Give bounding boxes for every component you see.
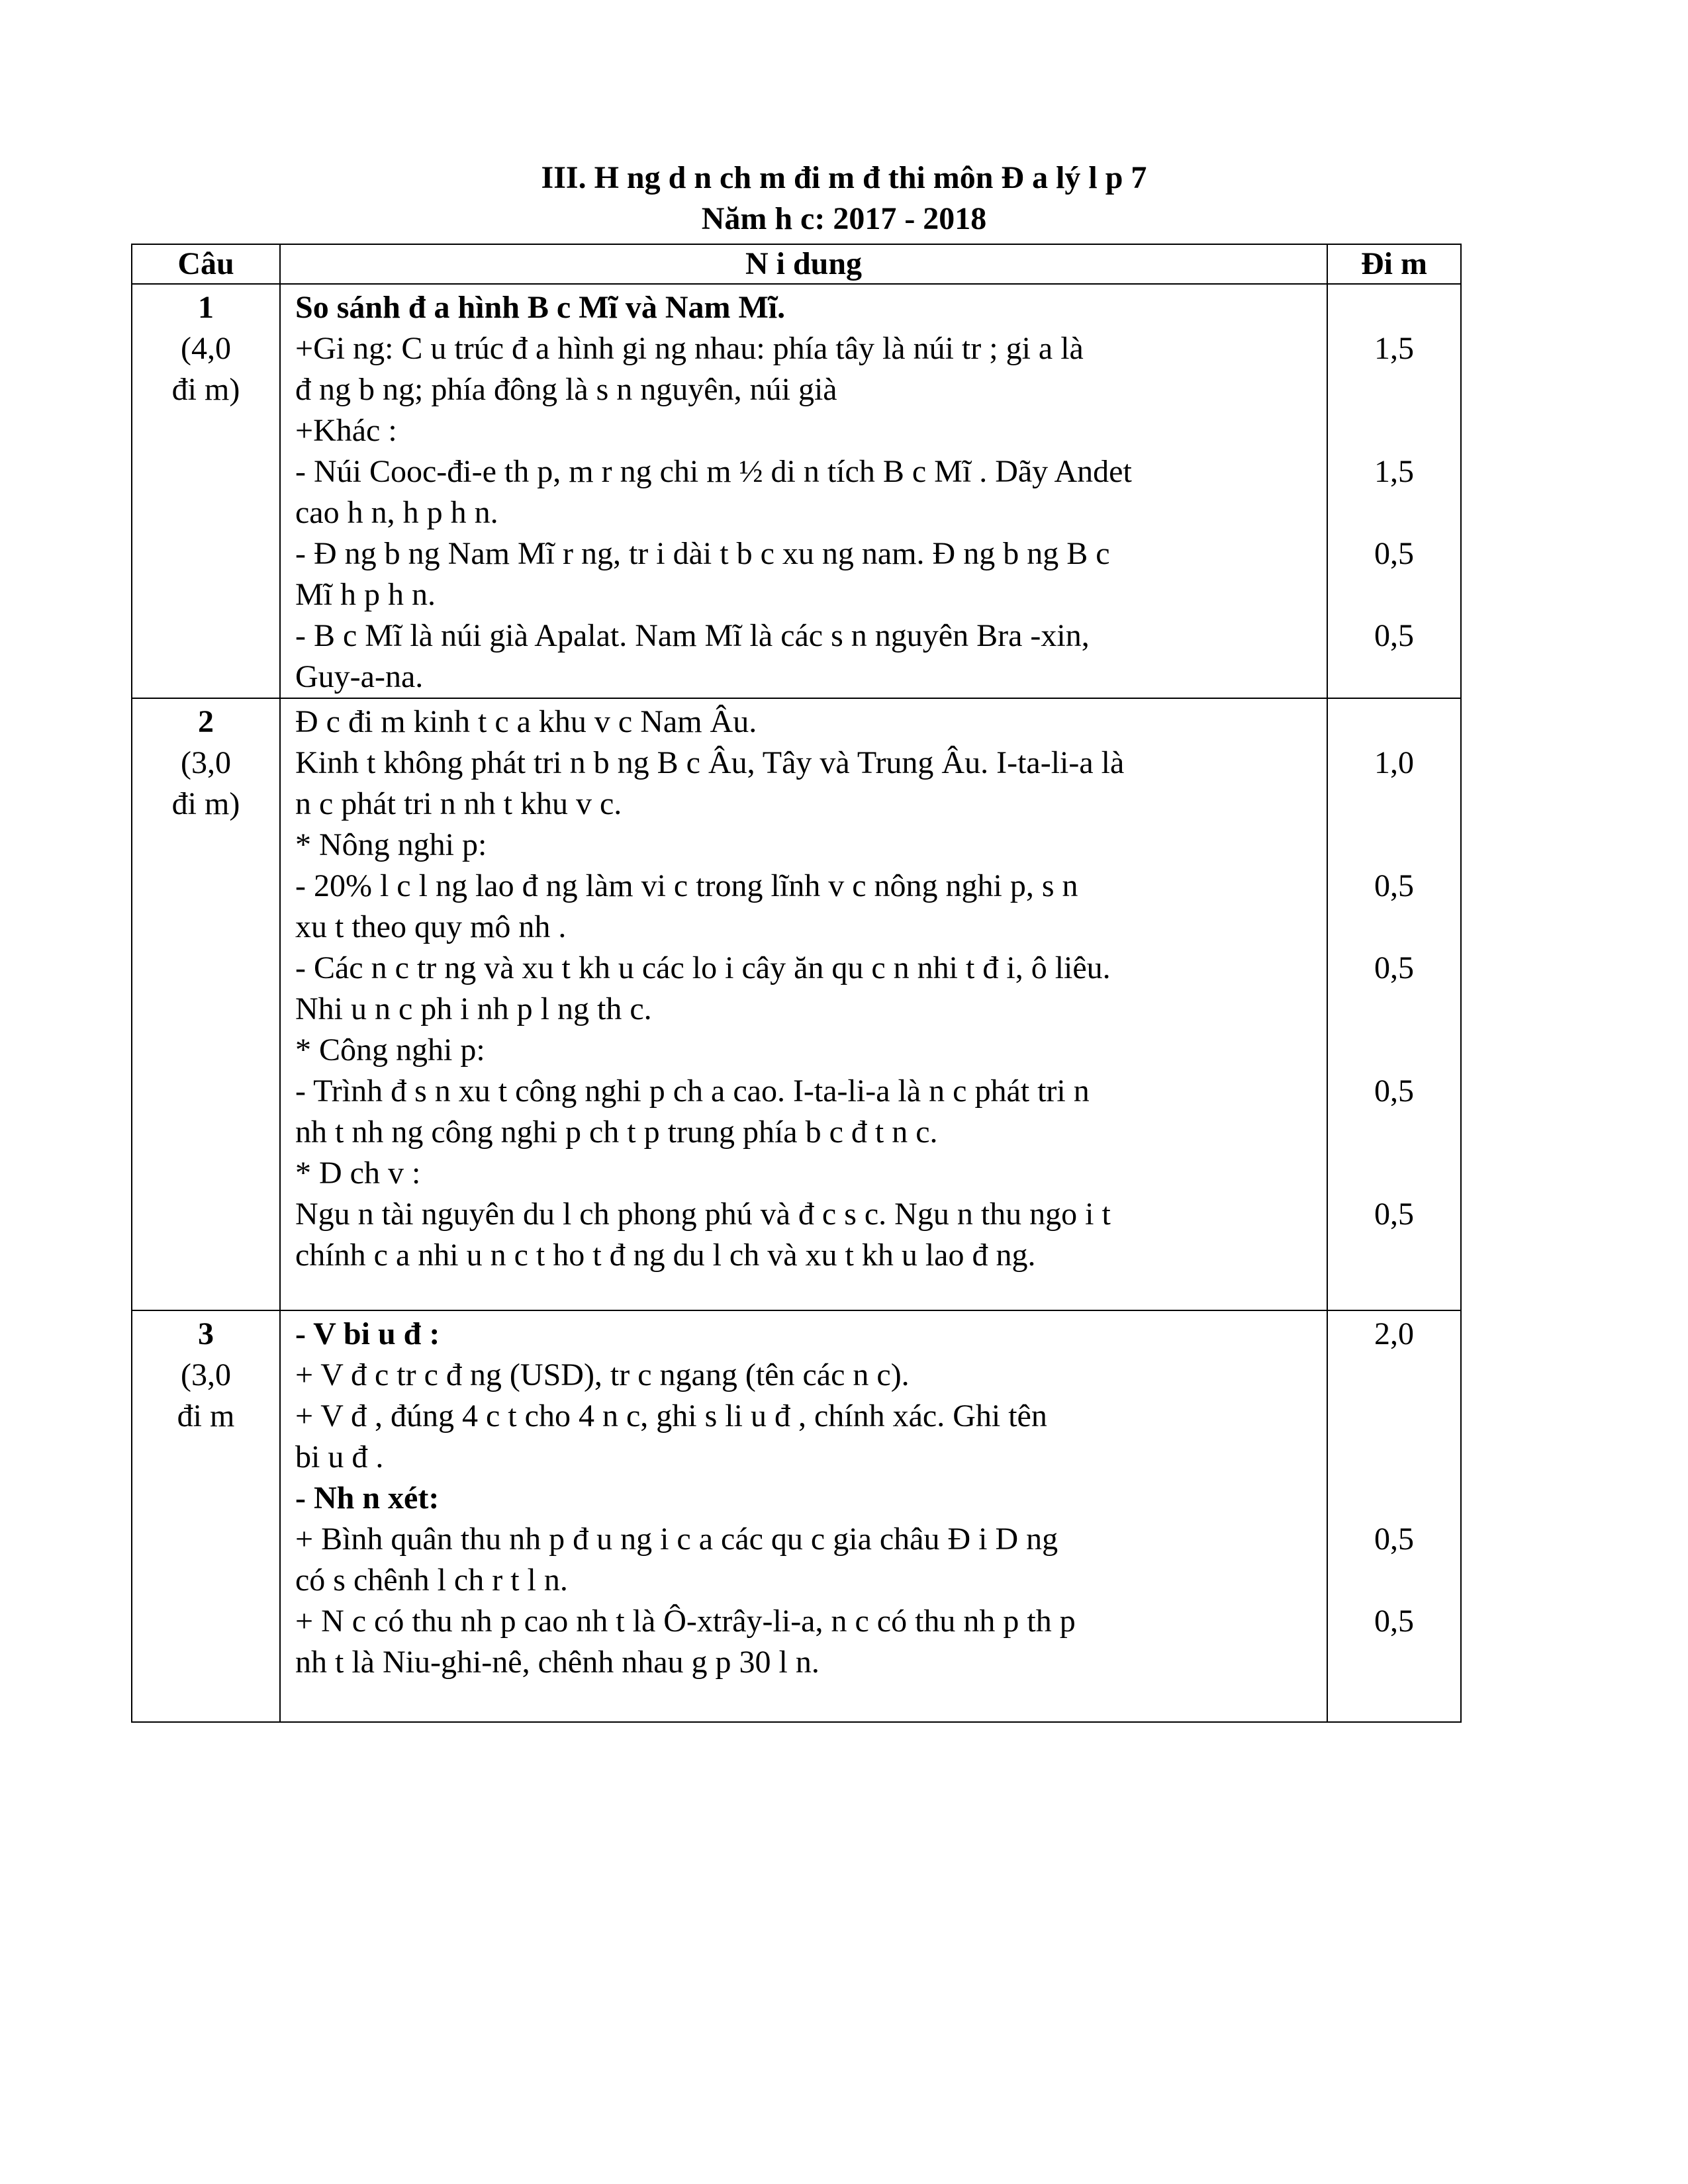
content-line: + V đ c tr c đ ng (USD), tr c ngang (tên các n c). (295, 1357, 910, 1392)
content-line: - Núi Cooc-đi-e th p, m r ng chi m ½ di n tích B c Mĩ . Dãy Andet (295, 454, 1132, 489)
question-cell (132, 284, 280, 698)
score-value (1328, 1355, 1460, 1396)
content-cell (280, 698, 1327, 1310)
content-line: - Trình đ s n xu t công nghi p ch a cao. I-ta-li-a là n c phát tri n (295, 1073, 1090, 1109)
score-value (1328, 1030, 1460, 1071)
score-value (1328, 989, 1460, 1030)
score-value (1328, 1642, 1460, 1683)
score-cell (1327, 698, 1461, 1310)
content-line: Guy-a-na. (295, 659, 424, 694)
document-title: III. H ng d n ch m đi m đ thi môn Đ a lý l p 7 (541, 160, 1147, 195)
header-cau: Câu (132, 244, 280, 284)
score-value (1328, 369, 1460, 410)
content-line: * D ch v : (295, 1156, 421, 1191)
score-value (1328, 657, 1460, 698)
score-value: 0,5 (1374, 868, 1414, 903)
score-value (1328, 825, 1460, 866)
content-line: Nhi u n c ph i nh p l ng th c. (295, 991, 652, 1026)
score-value (1328, 1437, 1460, 1478)
score-value (1328, 1235, 1460, 1276)
score-value (1328, 1396, 1460, 1437)
score-value (1328, 702, 1460, 743)
table-row (132, 1310, 1461, 1722)
score-value (1328, 492, 1460, 533)
table-header-row (132, 244, 1461, 284)
question-points: (3,0 (181, 1357, 231, 1392)
score-value (1328, 287, 1460, 328)
score-value: 0,5 (1374, 536, 1414, 571)
score-value: 1,5 (1374, 454, 1414, 489)
score-value: 1,0 (1374, 745, 1414, 780)
content-line: + N c có thu nh p cao nh t là Ô-xtrây-li-a, n c có thu nh p th p (295, 1604, 1076, 1639)
content-line: - Đ ng b ng Nam Mĩ r ng, tr i dài t b c xu ng nam. Đ ng b ng B c (295, 536, 1110, 571)
content-line: nh t nh ng công nghi p ch t p trung phía b c đ t n c. (295, 1115, 938, 1150)
content-line: - B c Mĩ là núi già Apalat. Nam Mĩ là các s n nguyên Bra -xin, (295, 618, 1090, 653)
content-line: bi u đ . (295, 1439, 384, 1475)
school-year: Năm h c: 2017 - 2018 (701, 201, 987, 236)
score-cell (1327, 284, 1461, 698)
content-line: - Nh n xét: (295, 1480, 440, 1516)
question-number: 1 (198, 290, 214, 325)
content-line: +Gi ng: C u trúc đ a hình gi ng nhau: phía tây là núi tr ; gi a là (295, 331, 1084, 366)
content-cell (280, 1310, 1327, 1722)
score-value (1328, 1560, 1460, 1601)
content-line: chính c a nhi u n c t ho t đ ng du l ch và xu t kh u lao đ ng. (295, 1238, 1036, 1273)
question-number: 2 (198, 704, 214, 739)
score-value (1328, 1112, 1460, 1153)
content-cell (280, 284, 1327, 698)
score-value (1328, 784, 1460, 825)
header-noidung: N i dung (280, 244, 1327, 284)
content-line: - V bi u đ : (295, 1316, 440, 1351)
question-points: (4,0 (181, 331, 231, 366)
score-value (1328, 907, 1460, 948)
content-line: * Công nghi p: (295, 1032, 485, 1068)
question-unit: đi m) (171, 372, 240, 407)
content-line: + Bình quân thu nh p đ u ng i c a các qu c gia châu Đ i D ng (295, 1522, 1058, 1557)
score-value (1328, 1153, 1460, 1194)
score-value (1328, 574, 1460, 615)
content-line: đ ng b ng; phía đông là s n nguyên, núi già (295, 372, 837, 407)
question-points: (3,0 (181, 745, 231, 780)
score-value (1328, 410, 1460, 451)
content-line: - 20% l c l ng lao đ ng làm vi c trong lĩnh v c nông nghi p, s n (295, 868, 1078, 903)
score-value: 0,5 (1374, 618, 1414, 653)
content-line: Kinh t không phát tri n b ng B c Âu, Tây và Trung Âu. I-ta-li-a là (295, 745, 1125, 780)
score-value: 0,5 (1374, 1197, 1414, 1232)
score-value: 0,5 (1374, 1522, 1414, 1557)
content-line: cao h n, h p h n. (295, 495, 498, 530)
question-unit: đi m) (171, 786, 240, 821)
content-line: xu t theo quy mô nh . (295, 909, 567, 944)
content-line: So sánh đ a hình B c Mĩ và Nam Mĩ. (295, 290, 786, 325)
table-row (132, 698, 1461, 1310)
score-value: 0,5 (1374, 950, 1414, 985)
content-line: nh t là Niu-ghi-nê, chênh nhau g p 30 l n. (295, 1645, 820, 1680)
score-cell (1327, 1310, 1461, 1722)
content-line: - Các n c tr ng và xu t kh u các lo i cây ăn qu c n nhi t đ i, ô liêu. (295, 950, 1111, 985)
header-diem: Đi m (1327, 244, 1461, 284)
content-line: n c phát tri n nh t khu v c. (295, 786, 622, 821)
content-line: có s chênh l ch r t l n. (295, 1563, 568, 1598)
grading-table (131, 244, 1462, 1723)
content-line: + V đ , đúng 4 c t cho 4 n c, ghi s li u đ , chính xác. Ghi tên (295, 1398, 1047, 1433)
content-line: * Nông nghi p: (295, 827, 487, 862)
score-value (1328, 1478, 1460, 1519)
score-value: 2,0 (1374, 1316, 1414, 1351)
question-cell (132, 698, 280, 1310)
table-row (132, 284, 1461, 698)
content-line: Đ c đi m kinh t c a khu v c Nam Âu. (295, 704, 757, 739)
question-number: 3 (198, 1316, 214, 1351)
score-value: 1,5 (1374, 331, 1414, 366)
question-unit: đi m (177, 1398, 235, 1433)
question-cell (132, 1310, 280, 1722)
content-line: Mĩ h p h n. (295, 577, 436, 612)
content-line: +Khác : (295, 413, 397, 448)
content-line: Ngu n tài nguyên du l ch phong phú và đ c s c. Ngu n thu ngo i t (295, 1197, 1111, 1232)
score-value: 0,5 (1374, 1604, 1414, 1639)
score-value: 0,5 (1374, 1073, 1414, 1109)
